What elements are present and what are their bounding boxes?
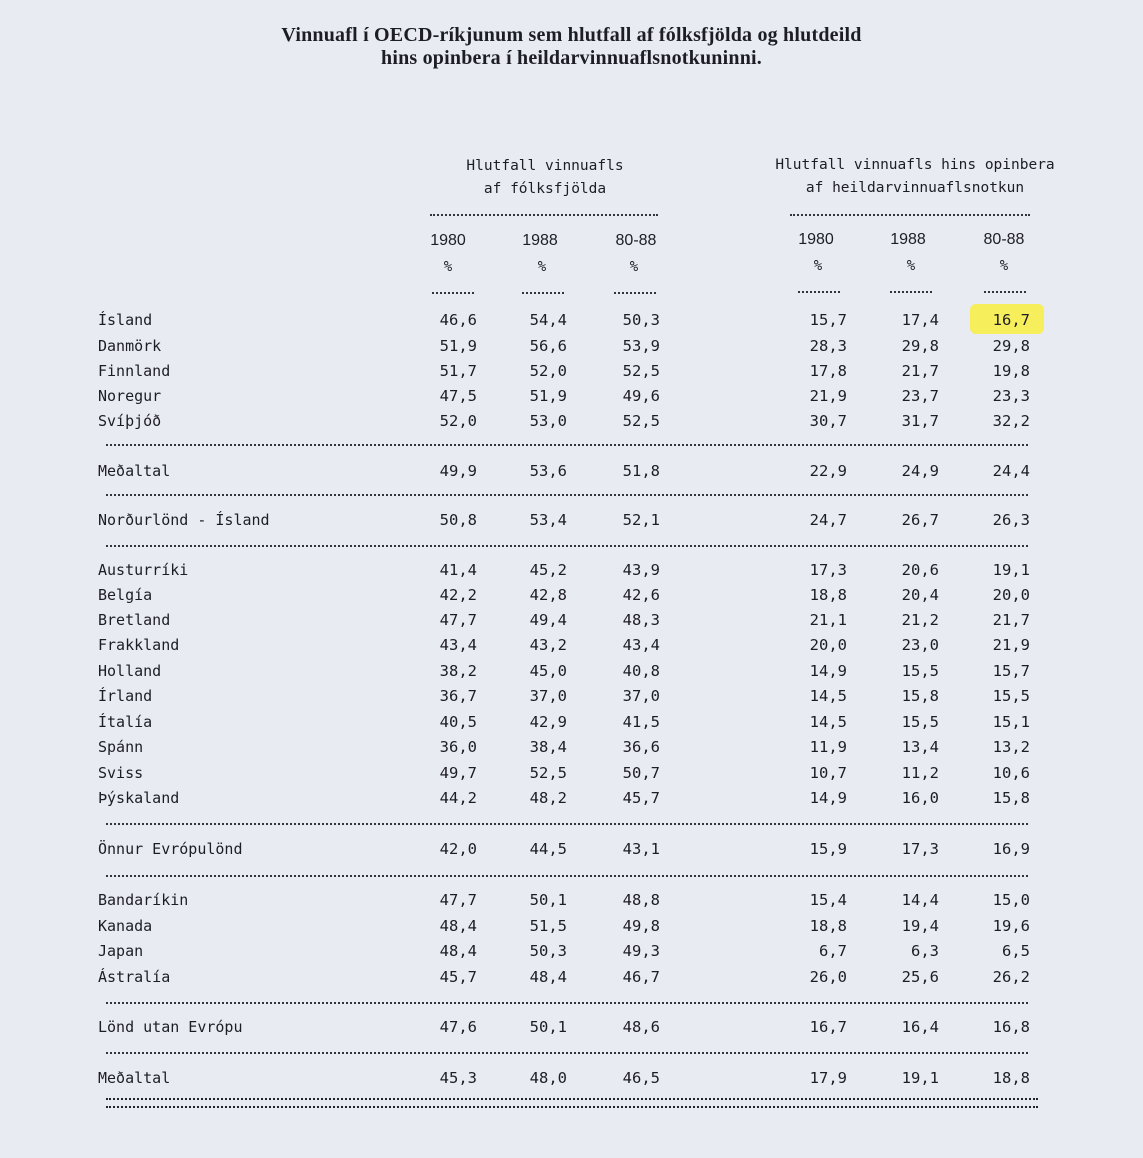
- cell-value: 24,7: [809, 511, 847, 529]
- cell-value: 52,5: [622, 362, 660, 380]
- table-row: [0, 311, 1143, 335]
- cell-value: 42,0: [439, 840, 477, 858]
- cell-value: 14,5: [809, 687, 847, 705]
- cell-value: 32,2: [992, 412, 1030, 430]
- cell-value: 50,1: [529, 891, 567, 909]
- cell-value: 17,8: [809, 362, 847, 380]
- cell-value: 47,5: [439, 387, 477, 405]
- cell-value: 42,9: [529, 713, 567, 731]
- title-line-1: Vinnuafl í OECD-ríkjunum sem hlutfall af fólksfjölda og hlutdeild: [281, 24, 862, 46]
- cell-value: 15,5: [901, 662, 939, 680]
- table-row: [0, 412, 1143, 436]
- cell-value: 17,9: [809, 1069, 847, 1087]
- table-row: [0, 687, 1143, 711]
- col-year-6: 80-88: [983, 231, 1025, 248]
- cell-value: 49,8: [622, 917, 660, 935]
- cell-value: 25,6: [901, 968, 939, 986]
- cell-value: 28,3: [809, 337, 847, 355]
- table-row: [0, 713, 1143, 737]
- row-label: Írland: [98, 687, 153, 705]
- table-row: [0, 1018, 1143, 1042]
- cell-value: 41,5: [622, 713, 660, 731]
- section-separator: [106, 1052, 1028, 1054]
- table-end-double-rule: [106, 1098, 1038, 1108]
- row-label: Þýskaland: [98, 789, 180, 807]
- cell-value: 52,5: [529, 764, 567, 782]
- cell-value: 45,0: [529, 662, 567, 680]
- col-year-1: 1980: [430, 232, 466, 249]
- cell-value: 19,6: [992, 917, 1030, 935]
- cell-value: 15,5: [992, 687, 1030, 705]
- section-separator: [106, 545, 1028, 547]
- row-label: Bretland: [98, 611, 171, 629]
- cell-value: 49,9: [439, 462, 477, 480]
- cell-value: 43,9: [622, 561, 660, 579]
- table-row: [0, 968, 1143, 992]
- table-row: [0, 586, 1143, 610]
- cell-value: 40,5: [439, 713, 477, 731]
- row-label: Frakkland: [98, 636, 180, 654]
- cell-value: 24,4: [992, 462, 1030, 480]
- section-separator: [106, 875, 1028, 877]
- row-label: Meðaltal: [98, 462, 171, 480]
- cell-value: 10,7: [809, 764, 847, 782]
- cell-value: 18,8: [992, 1069, 1030, 1087]
- col-unit-2: %: [537, 259, 547, 275]
- cell-value: 16,0: [901, 789, 939, 807]
- row-label: Svíþjóð: [98, 412, 162, 430]
- table-row: [0, 561, 1143, 585]
- col-year-5: 1988: [890, 231, 926, 248]
- cell-value: 43,2: [529, 636, 567, 654]
- cell-value: 45,3: [439, 1069, 477, 1087]
- row-label: Finnland: [98, 362, 171, 380]
- row-label: Sviss: [98, 764, 144, 782]
- cell-value: 23,3: [992, 387, 1030, 405]
- cell-value: 22,9: [809, 462, 847, 480]
- left-header-line-1: Hlutfall vinnuafls: [466, 158, 624, 174]
- cell-value: 38,2: [439, 662, 477, 680]
- cell-value: 42,8: [529, 586, 567, 604]
- table-row: [0, 764, 1143, 788]
- cell-value: 14,9: [809, 789, 847, 807]
- row-label: Bandaríkin: [98, 891, 189, 909]
- table-row: [0, 1069, 1143, 1093]
- cell-value: 50,8: [439, 511, 477, 529]
- cell-value: 15,8: [992, 789, 1030, 807]
- section-separator: [106, 823, 1028, 825]
- cell-value: 44,5: [529, 840, 567, 858]
- cell-value: 48,4: [439, 917, 477, 935]
- table-row: [0, 387, 1143, 411]
- right-header-line-1: Hlutfall vinnuafls hins opinbera: [775, 157, 1055, 173]
- table-row: [0, 462, 1143, 486]
- cell-value: 20,0: [992, 586, 1030, 604]
- row-label: Ísland: [98, 311, 153, 329]
- table-title: [0, 24, 1143, 70]
- col-year-2: 1988: [522, 232, 558, 249]
- section-separator: [106, 1002, 1028, 1004]
- col-rule-1: [432, 292, 474, 294]
- cell-value: 43,4: [439, 636, 477, 654]
- cell-value: 50,1: [529, 1018, 567, 1036]
- cell-value: 52,0: [529, 362, 567, 380]
- table-row: [0, 917, 1143, 941]
- cell-value: 51,5: [529, 917, 567, 935]
- cell-value: 16,9: [992, 840, 1030, 858]
- cell-value: 56,6: [529, 337, 567, 355]
- cell-value: 38,4: [529, 738, 567, 756]
- cell-value: 21,1: [809, 611, 847, 629]
- table-row: [0, 942, 1143, 966]
- table-row: [0, 662, 1143, 686]
- cell-value: 54,4: [529, 311, 567, 329]
- cell-value: 45,7: [622, 789, 660, 807]
- cell-value: 19,8: [992, 362, 1030, 380]
- cell-value: 20,6: [901, 561, 939, 579]
- row-label: Ítalía: [98, 713, 153, 731]
- title-line-2: hins opinbera í heildarvinnuaflsnotkuninni.: [381, 47, 762, 69]
- cell-value: 18,8: [809, 586, 847, 604]
- cell-value: 21,9: [992, 636, 1030, 654]
- left-header-rule: [430, 214, 658, 216]
- row-label: Önnur Evrópulönd: [98, 840, 243, 858]
- left-group-header: [432, 155, 658, 201]
- cell-value: 53,9: [622, 337, 660, 355]
- table-row: [0, 636, 1143, 660]
- cell-value: 44,2: [439, 789, 477, 807]
- row-label: Kanada: [98, 917, 153, 935]
- cell-value: 40,8: [622, 662, 660, 680]
- cell-value: 53,4: [529, 511, 567, 529]
- col-rule-6: [984, 291, 1026, 293]
- section-separator: [106, 444, 1028, 446]
- cell-value: 16,4: [901, 1018, 939, 1036]
- cell-value: 15,9: [809, 840, 847, 858]
- cell-value: 15,7: [809, 311, 847, 329]
- cell-value: 52,5: [622, 412, 660, 430]
- col-unit-3: %: [629, 259, 639, 275]
- cell-value: 50,3: [529, 942, 567, 960]
- col-year-3: 80-88: [615, 232, 657, 249]
- cell-value: 53,6: [529, 462, 567, 480]
- cell-value: 10,6: [992, 764, 1030, 782]
- cell-value: 15,7: [992, 662, 1030, 680]
- table-row: [0, 337, 1143, 361]
- cell-value: 17,4: [901, 311, 939, 329]
- cell-value: 20,4: [901, 586, 939, 604]
- row-label: Danmörk: [98, 337, 162, 355]
- cell-value: 21,2: [901, 611, 939, 629]
- cell-value: 48,4: [439, 942, 477, 960]
- cell-value: 16,8: [992, 1018, 1030, 1036]
- cell-value: 37,0: [529, 687, 567, 705]
- right-header-line-2: af heildarvinnuaflsnotkun: [805, 180, 1025, 196]
- row-label: Austurríki: [98, 561, 189, 579]
- cell-value: 50,3: [622, 311, 660, 329]
- row-label: Norðurlönd - Ísland: [98, 511, 270, 529]
- cell-value: 45,2: [529, 561, 567, 579]
- cell-value: 17,3: [809, 561, 847, 579]
- col-rule-4: [798, 291, 840, 293]
- cell-value: 49,4: [529, 611, 567, 629]
- cell-value: 51,8: [622, 462, 660, 480]
- cell-value: 26,7: [901, 511, 939, 529]
- cell-value: 45,7: [439, 968, 477, 986]
- cell-value: 26,0: [809, 968, 847, 986]
- cell-value: 46,7: [622, 968, 660, 986]
- cell-value: 18,8: [809, 917, 847, 935]
- cell-value: 49,7: [439, 764, 477, 782]
- cell-value: 48,4: [529, 968, 567, 986]
- col-rule-5: [890, 291, 932, 293]
- section-separator: [106, 494, 1028, 496]
- col-unit-1: %: [443, 259, 453, 275]
- row-label: Spánn: [98, 738, 144, 756]
- cell-value: 16,7: [809, 1018, 847, 1036]
- cell-value: 48,3: [622, 611, 660, 629]
- cell-value: 21,7: [992, 611, 1030, 629]
- cell-value: 6,5: [1002, 942, 1030, 960]
- row-label: Belgía: [98, 586, 153, 604]
- cell-value: 46,5: [622, 1069, 660, 1087]
- cell-value: 23,7: [901, 387, 939, 405]
- cell-value: 13,2: [992, 738, 1030, 756]
- cell-value: 51,7: [439, 362, 477, 380]
- cell-value: 6,7: [819, 942, 847, 960]
- cell-value: 16,7: [992, 311, 1030, 329]
- right-header-rule: [790, 214, 1030, 216]
- cell-value: 26,3: [992, 511, 1030, 529]
- cell-value: 15,4: [809, 891, 847, 909]
- cell-value: 52,0: [439, 412, 477, 430]
- cell-value: 43,4: [622, 636, 660, 654]
- cell-value: 15,0: [992, 891, 1030, 909]
- cell-value: 48,0: [529, 1069, 567, 1087]
- cell-value: 14,5: [809, 713, 847, 731]
- col-unit-4: %: [813, 258, 823, 274]
- cell-value: 52,1: [622, 511, 660, 529]
- table-row: [0, 891, 1143, 915]
- cell-value: 48,2: [529, 789, 567, 807]
- cell-value: 15,5: [901, 713, 939, 731]
- cell-value: 48,8: [622, 891, 660, 909]
- cell-value: 30,7: [809, 412, 847, 430]
- col-year-4: 1980: [798, 231, 834, 248]
- cell-value: 47,7: [439, 891, 477, 909]
- col-rule-3: [614, 292, 656, 294]
- cell-value: 14,4: [901, 891, 939, 909]
- cell-value: 21,9: [809, 387, 847, 405]
- cell-value: 14,9: [809, 662, 847, 680]
- cell-value: 19,1: [992, 561, 1030, 579]
- cell-value: 29,8: [901, 337, 939, 355]
- cell-value: 53,0: [529, 412, 567, 430]
- cell-value: 50,7: [622, 764, 660, 782]
- cell-value: 41,4: [439, 561, 477, 579]
- cell-value: 46,6: [439, 311, 477, 329]
- row-label: Noregur: [98, 387, 162, 405]
- cell-value: 20,0: [809, 636, 847, 654]
- cell-value: 6,3: [911, 942, 939, 960]
- cell-value: 36,0: [439, 738, 477, 756]
- cell-value: 24,9: [901, 462, 939, 480]
- cell-value: 42,2: [439, 586, 477, 604]
- cell-value: 17,3: [901, 840, 939, 858]
- cell-value: 43,1: [622, 840, 660, 858]
- cell-value: 48,6: [622, 1018, 660, 1036]
- cell-value: 21,7: [901, 362, 939, 380]
- cell-value: 31,7: [901, 412, 939, 430]
- cell-value: 23,0: [901, 636, 939, 654]
- cell-value: 11,2: [901, 764, 939, 782]
- cell-value: 47,7: [439, 611, 477, 629]
- cell-value: 49,3: [622, 942, 660, 960]
- table-row: [0, 738, 1143, 762]
- col-rule-2: [522, 292, 564, 294]
- cell-value: 51,9: [439, 337, 477, 355]
- row-label: Holland: [98, 662, 162, 680]
- cell-value: 19,1: [901, 1069, 939, 1087]
- cell-value: 29,8: [992, 337, 1030, 355]
- cell-value: 51,9: [529, 387, 567, 405]
- row-label: Japan: [98, 942, 144, 960]
- cell-value: 36,6: [622, 738, 660, 756]
- cell-value: 42,6: [622, 586, 660, 604]
- table-row: [0, 362, 1143, 386]
- col-unit-5: %: [906, 258, 916, 274]
- cell-value: 11,9: [809, 738, 847, 756]
- row-label: Ástralía: [98, 968, 171, 986]
- table-row: [0, 511, 1143, 535]
- col-unit-6: %: [999, 258, 1009, 274]
- cell-value: 47,6: [439, 1018, 477, 1036]
- cell-value: 37,0: [622, 687, 660, 705]
- cell-value: 19,4: [901, 917, 939, 935]
- cell-value: 15,8: [901, 687, 939, 705]
- right-group-header: [760, 154, 1070, 200]
- row-label: Lönd utan Evrópu: [98, 1018, 243, 1036]
- cell-value: 26,2: [992, 968, 1030, 986]
- cell-value: 15,1: [992, 713, 1030, 731]
- table-row: [0, 840, 1143, 864]
- table-row: [0, 611, 1143, 635]
- left-header-line-2: af fólksfjölda: [483, 181, 607, 197]
- row-label: Meðaltal: [98, 1069, 171, 1087]
- cell-value: 13,4: [901, 738, 939, 756]
- cell-value: 49,6: [622, 387, 660, 405]
- table-row: [0, 789, 1143, 813]
- cell-value: 36,7: [439, 687, 477, 705]
